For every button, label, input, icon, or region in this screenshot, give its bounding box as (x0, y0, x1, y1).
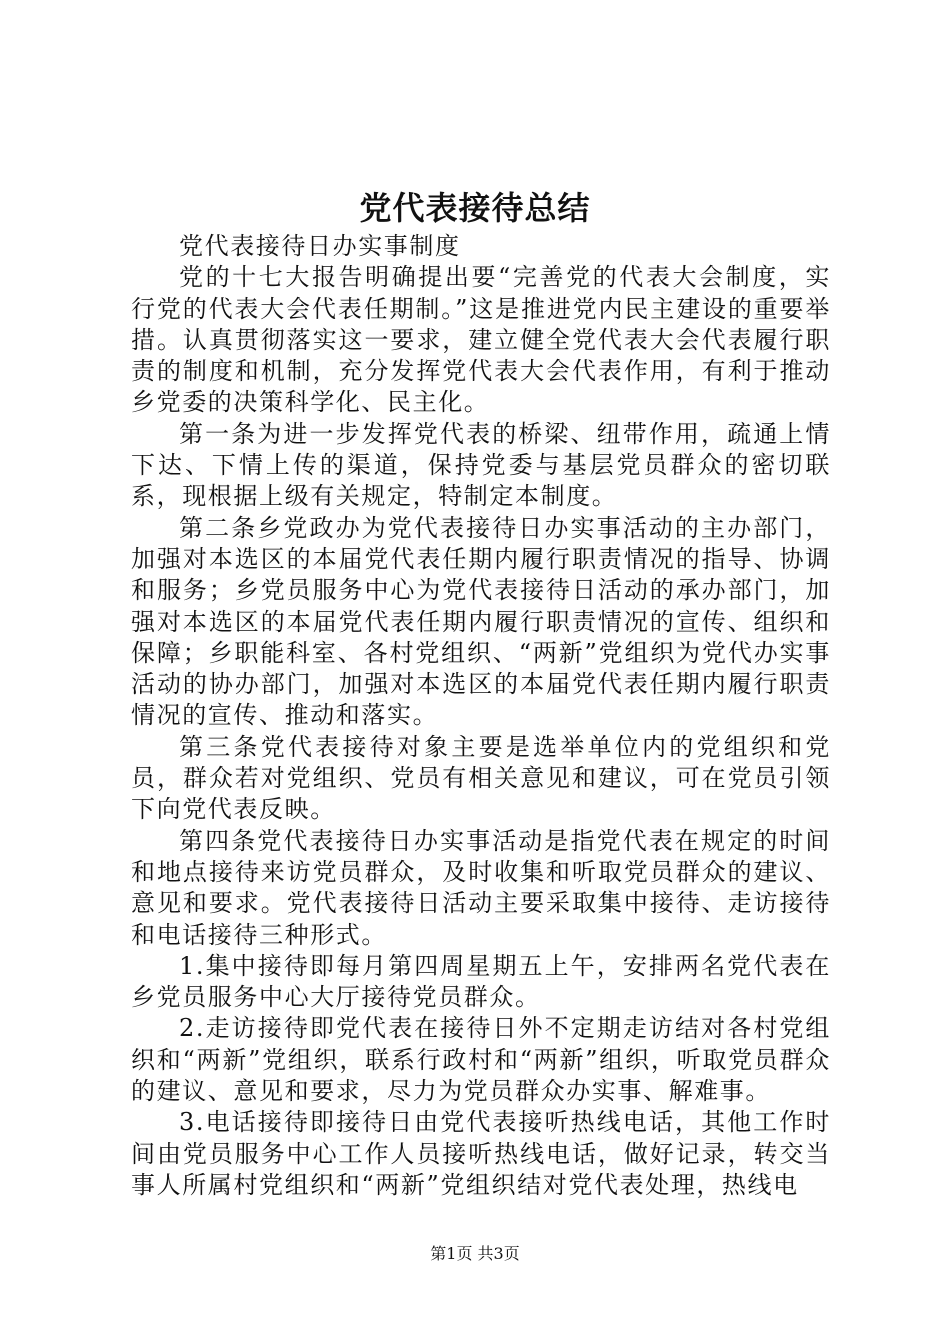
paragraph-article-2: 第二条乡党政办为党代表接待日办实事活动的主办部门，加强对本选区的本届党代表任期内履行职责情况的指导、协调和服务；乡党员服务中心为党代表接待日活动的承办部门，加强对本选区的本届党代表任期内履行职责情况的宣传、组织和保障；乡职能科室、各村党组织、“两新”党组织为党代办实事活动的协办部门，加强对本选区的本届党代表任期内履行职责情况的宣传、推动和落实。 (131, 513, 831, 730)
paragraph-article-3: 第三条党代表接待对象主要是选举单位内的党组织和党员，群众若对党组织、党员有相关意见和建议，可在党员引领下向党代表反映。 (131, 732, 831, 824)
paragraph-item-3: 3.电话接待即接待日由党代表接听热线电话，其他工作时间由党员服务中心工作人员接听热线电话，做好记录，转交当事人所属村党组织和“两新”党组织结对党代表处理，热线电 (131, 1108, 831, 1199)
paragraph-intro: 党的十七大报告明确提出要“完善党的代表大会制度，实行党的代表大会代表任期制。”这是推进党内民主建设的重要举措。认真贯彻落实这一要求，建立健全党代表大会代表履行职责的制度和机制，充分发挥党代表大会代表作用，有利于推动乡党委的决策科学化、民主化。 (131, 263, 831, 417)
paragraph-article-4: 第四条党代表接待日办实事活动是指党代表在规定的时间和地点接待来访党员群众，及时收集和听取党员群众的建议、意见和要求。党代表接待日活动主要采取集中接待、走访接待和电话接待三种形式。 (131, 826, 831, 949)
paragraph-item-2: 2.走访接待即党代表在接待日外不定期走访结对各村党组织和“两新”党组织，联系行政村和“两新”组织，听取党员群众的建议、意见和要求，尽力为党员群众办实事、解难事。 (131, 1014, 831, 1106)
document-title: 党代表接待总结 (359, 189, 591, 227)
page-footer: 第1页 共3页 (430, 1244, 520, 1263)
paragraph-subtitle: 党代表接待日办实事制度 (179, 232, 461, 260)
paragraph-item-1: 1.集中接待即每月第四周星期五上午，安排两名党代表在乡党员服务中心大厅接待党员群众。 (131, 951, 831, 1012)
paragraph-article-1: 第一条为进一步发挥党代表的桥梁、纽带作用，疏通上情下达、下情上传的渠道，保持党委与基层党员群众的密切联系，现根据上级有关规定，特制定本制度。 (131, 419, 831, 511)
document-body (131, 231, 831, 1201)
